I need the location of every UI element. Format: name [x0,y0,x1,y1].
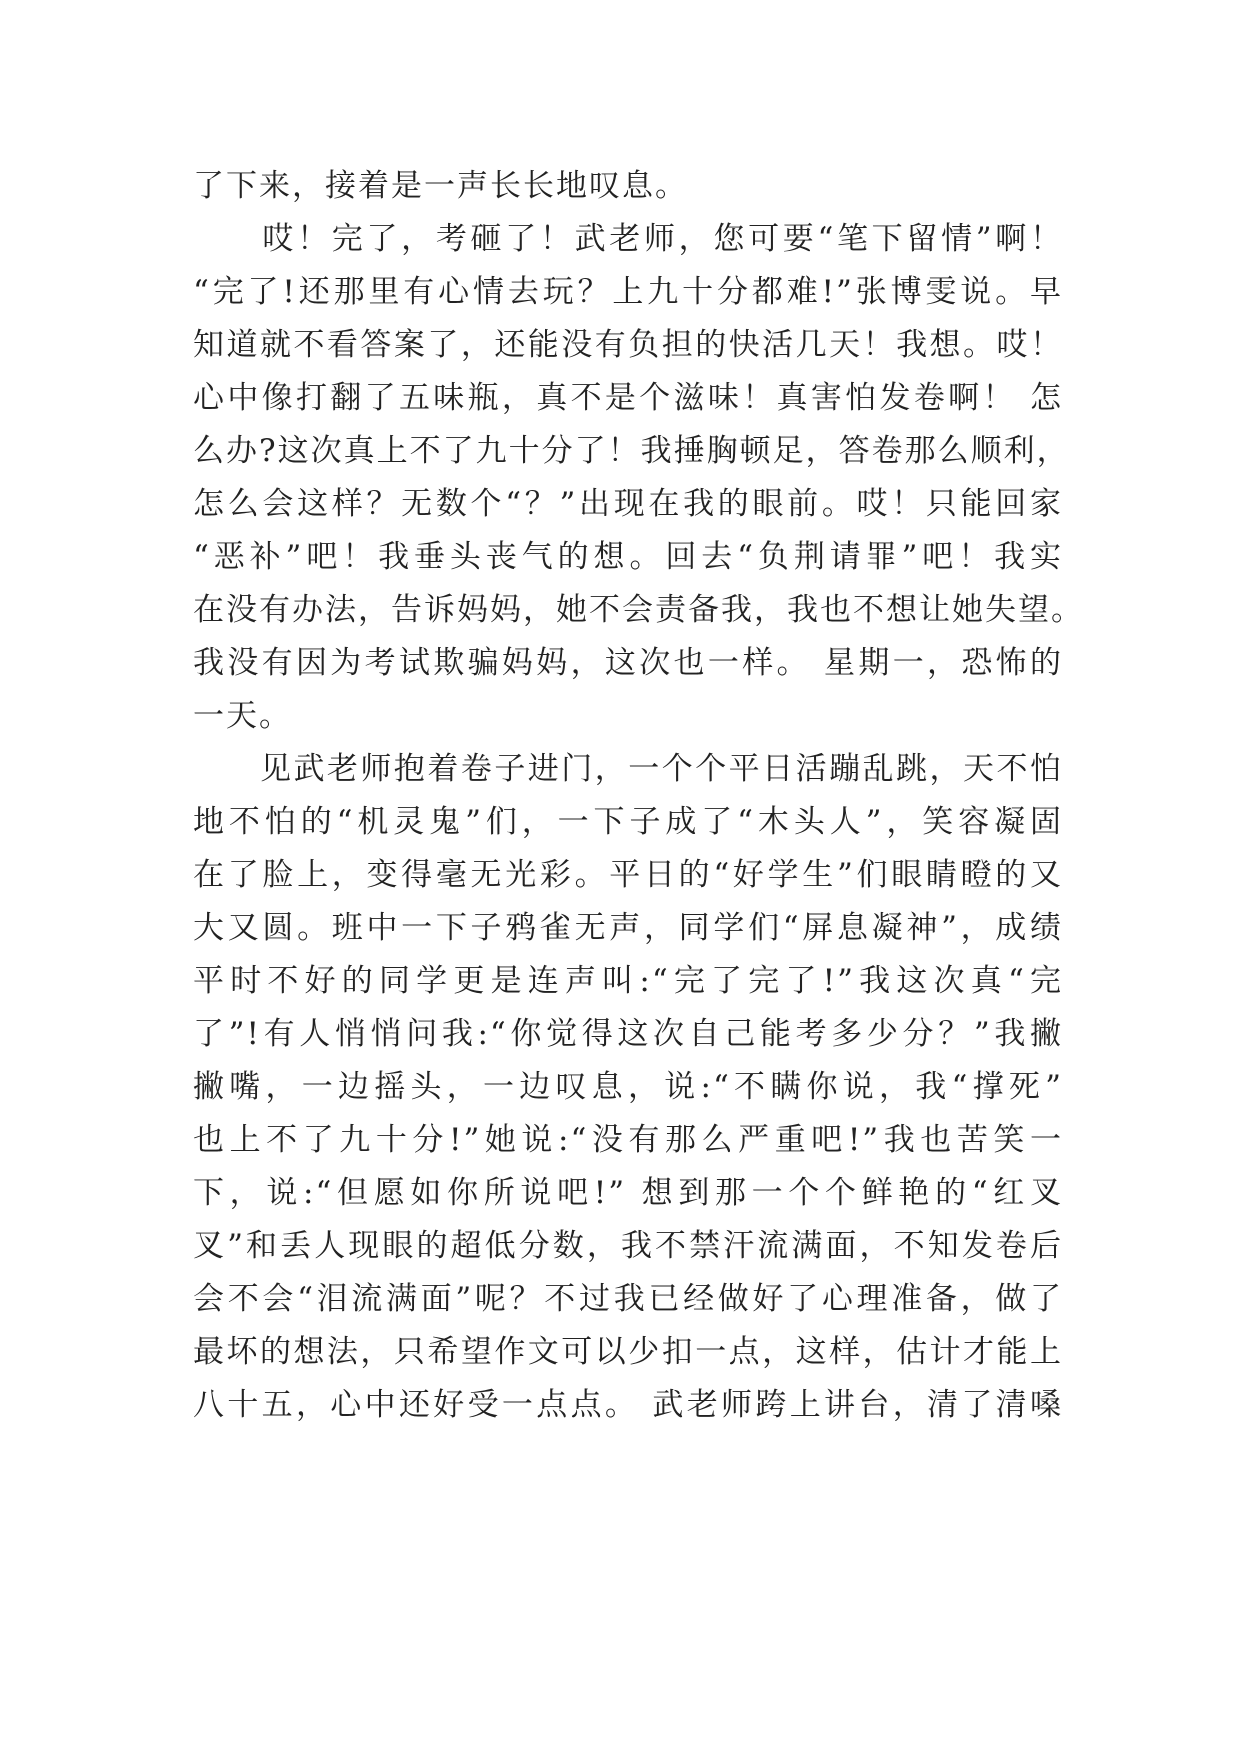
text-line: “恶补”吧！我垂头丧气的想。回去“负荆请罪”吧！我实 [193,539,1063,575]
text-line: 一天。 [193,698,292,734]
text-line: 在了脸上，变得毫无光彩。平日的“好学生”们眼睛瞪的又 [193,857,1063,893]
text-line: 最坏的想法，只希望作文可以少扣一点，这样，估计才能上 [193,1334,1063,1370]
text-line: 怎么会这样？无数个“？”出现在我的眼前。哎！只能回家 [193,486,1063,522]
text-line: 了下来，接着是一声长长地叹息。 [193,168,688,204]
text-line: 叉”和丢人现眼的超低分数，我不禁汗流满面，不知发卷后 [193,1228,1063,1264]
text-line: 大又圆。班中一下子鸦雀无声，同学们“屏息凝神”，成绩 [193,910,1063,946]
paragraph-2 [193,213,1084,743]
text-line: 知道就不看答案了，还能没有负担的快活几天！我想。哎！ [193,327,1063,363]
text-line: “完了!还那里有心情去玩？上九十分都难!”张博雯说。早 [193,274,1063,310]
text-line: 八十五，心中还好受一点点。 武老师跨上讲台，清了清嗓 [193,1387,1063,1423]
text-line: 撇嘴，一边摇头，一边叹息，说:“不瞒你说，我“撑死” [193,1069,1063,1105]
document-body [193,160,1084,1432]
paragraph-3 [193,743,1063,1432]
text-line: 见武老师抱着卷子进门，一个个平日活蹦乱跳，天不怕 [193,751,1063,787]
text-line: 心中像打翻了五味瓶，真不是个滋味！真害怕发卷啊！ 怎 [193,380,1063,416]
text-line: 下，说:“但愿如你所说吧!” 想到那一个个鲜艳的“红叉 [193,1175,1063,1211]
text-line: 在没有办法，告诉妈妈，她不会责备我，我也不想让她失望。 [193,592,1084,628]
text-line: 我没有因为考试欺骗妈妈，这次也一样。 星期一，恐怖的 [193,645,1063,681]
text-line: 地不怕的“机灵鬼”们，一下子成了“木头人”，笑容凝固 [193,804,1063,840]
text-line: 平时不好的同学更是连声叫:“完了完了!”我这次真“完 [193,963,1063,999]
paragraph-1 [193,160,1063,213]
text-line: 哎！完了，考砸了！武老师，您可要“笔下留情”啊！ [193,221,1063,257]
text-line: 也上不了九十分!”她说:“没有那么严重吧!”我也苦笑一 [193,1122,1063,1158]
text-line: 么办?这次真上不了九十分了！我捶胸顿足，答卷那么顺利， [193,433,1070,469]
text-line: 了”!有人悄悄问我:“你觉得这次自己能考多少分？”我撇 [193,1016,1063,1052]
text-line: 会不会“泪流满面”呢？不过我已经做好了心理准备，做了 [193,1281,1063,1317]
